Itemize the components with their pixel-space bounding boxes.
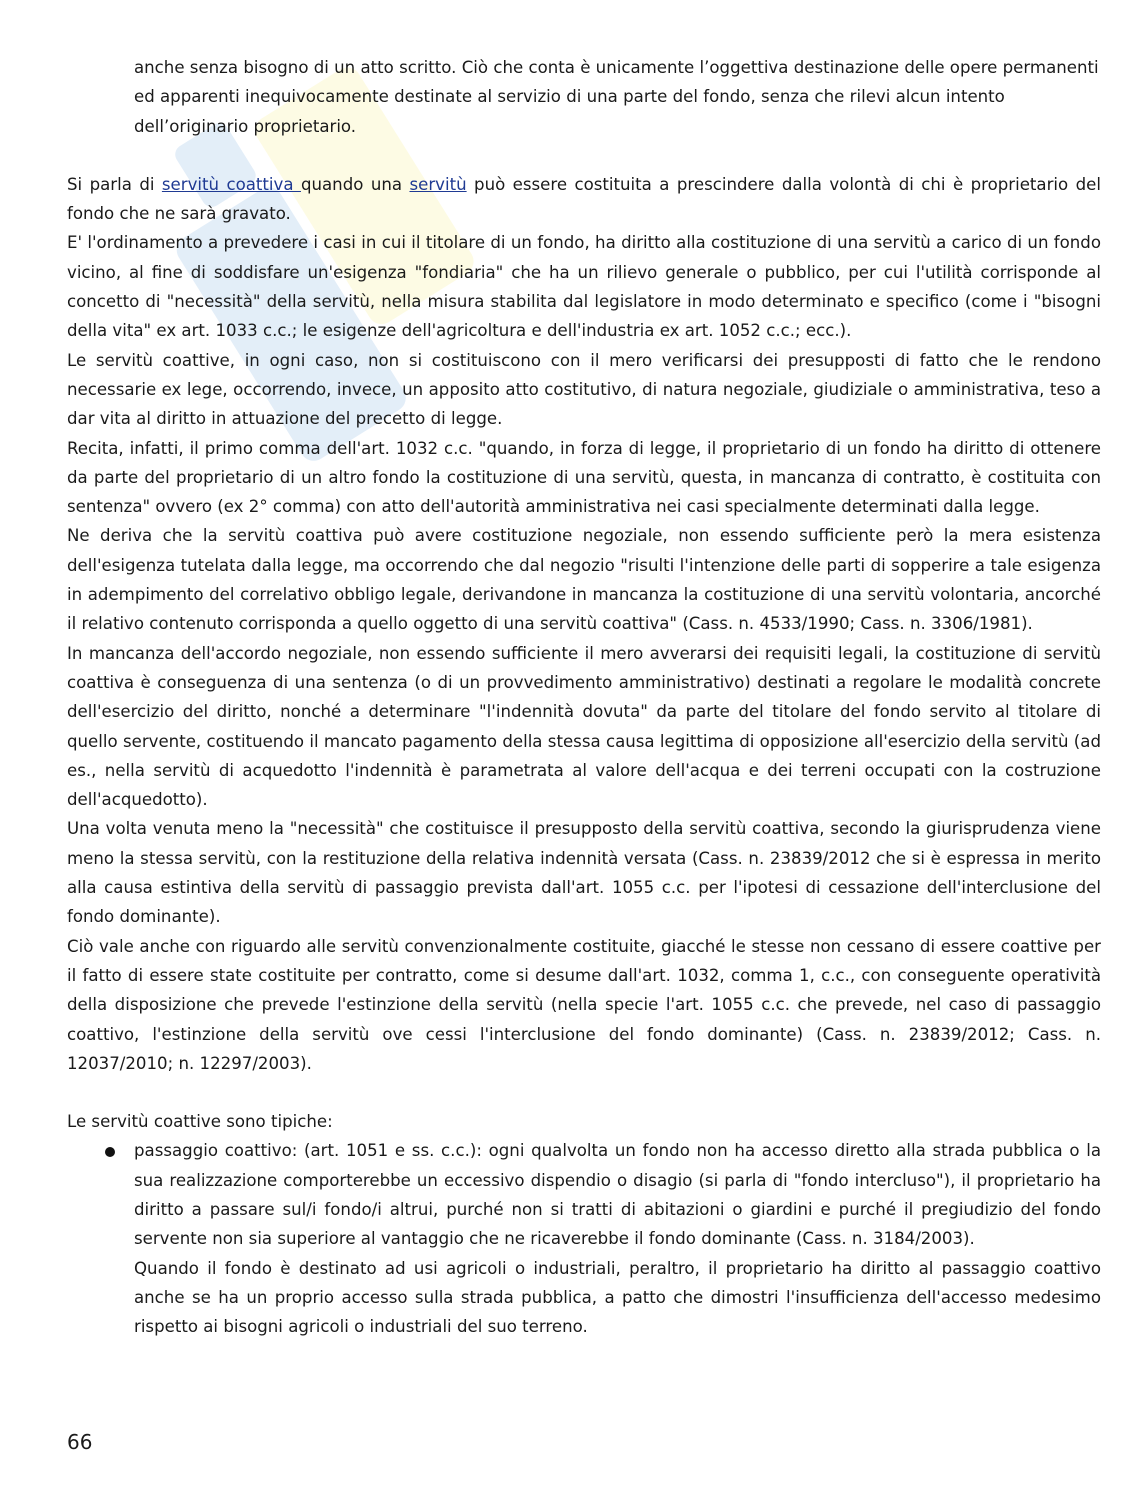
continued-list-text: anche senza bisogno di un atto scritto. Ciò che conta è unicamente l’oggettiva destinazione delle opere permanenti ed apparenti inequivocamente destinate al servizio di una parte del fondo, senza che rilevi alcun intento dell’originario proprietario. [134, 58, 1099, 136]
bullet-icon [105, 1147, 115, 1157]
paragraph: E' l'ordinamento a prevedere i casi in cui il titolare di un fondo, ha diritto alla costituzione di una servitù a carico di un fondo vicino, al fine di soddisfare un'esigenza "fondiaria" che ha un rilievo generale o pubblico, per cui l'utilità corrisponde al concetto di "necessità" della servitù, nella misura stabilita dal legislatore in modo determinato e specifico (come i "bisogni della vita" ex art. 1033 c.c.; le esigenze dell'agricoltura e dell'industria ex art. 1052 c.c.; ecc.). [67, 233, 1101, 341]
paragraph: Ne deriva che la servitù coattiva può avere costituzione negoziale, non essendo sufficiente però la mera esistenza dell'esigenza tutelata dalla legge, ma occorrendo che dal negozio "risulti l'intenzione delle parti di sopperire a tale esigenza in adempimento del correlativo obbligo legale, derivandone in mancanza la costituzione di una servitù volontaria, ancorché il relativo contenuto corrisponda a quello oggetto di una servitù coattiva" (Cass. n. 4533/1990; Cass. n. 3306/1981). [67, 526, 1101, 634]
paragraph: Recita, infatti, il primo comma dell'art. 1032 c.c. "quando, in forza di legge, il proprietario di un fondo ha diritto di ottenere da parte del proprietario di un altro fondo la costituzione di una servitù, questa, in mancanza di contratto, è costituita con sentenza" ovvero (ex 2° comma) con atto dell'autorità amministrativa nei casi specialmente determinati dalla legge. [67, 438, 1101, 517]
servitu-list [67, 1136, 1101, 1341]
intro-paragraph [67, 170, 1101, 229]
paragraph: Ciò vale anche con riguardo alle servitù convenzionalmente costituite, giacché le stesse non cessano di essere coattive per il fatto di essere state costituite per contratto, come si desume dall'art. 1032, comma 1, c.c., con conseguente operatività della disposizione che prevede l'estinzione della servitù (nella specie l'art. 1055 c.c. che prevede, nel caso di passaggio coattivo, l'estinzione della servitù ove cessi l'interclusione del fondo dominante) (Cass. n. 23839/2012; Cass. n. 12037/2010; n. 12297/2003). [67, 936, 1101, 1073]
list-item [67, 1136, 1101, 1341]
list-item-continuation: Quando il fondo è destinato ad usi agricoli o industriali, peraltro, il proprietario ha diritto al passaggio coattivo anche se ha un proprio accesso sulla strada pubblica, a patto che dimostri l'insufficienza dell'accesso medesimo rispetto ai bisogni agricoli o industriali del suo terreno. [134, 1258, 1101, 1337]
intro-text-1: Si parla di [67, 174, 162, 194]
paragraph: Una volta venuta meno la "necessità" che costituisce il presupposto della servitù coattiva, secondo la giurisprudenza viene meno la stessa servitù, con la restituzione della relativa indennità versata (Cass. n. 23839/2012 che si è espressa in merito alla causa estintiva della servitù di passaggio prevista dall'art. 1055 c.c. per l'ipotesi di cessazione dell'interclusione del fondo dominante). [67, 819, 1101, 927]
list-item-text: passaggio coattivo: (art. 1051 e ss. c.c.): ogni qualvolta un fondo non ha accesso diretto alla strada pubblica o la sua realizzazione comporterebbe un eccessivo dispendio o disagio (si parla di "fondo intercluso"), il proprietario ha diritto a passare sul/i fondo/i altrui, purché non si tratti di abitazioni o giardini e purché il pregiudizio del fondo servente non sia superiore al vantaggio che ne ricaverebbe il fondo dominante (Cass. n. 3184/2003). [134, 1141, 1101, 1249]
list-heading: Le servitù coattive sono tipiche: [67, 1112, 333, 1132]
document-body [67, 53, 1101, 1341]
link-servitu[interactable]: servitù [409, 174, 467, 194]
intro-text-3: può essere costituita a prescindere dalla volontà di chi è proprietario del fondo che ne sarà gravato. [67, 174, 1101, 224]
page-number: 66 [67, 1430, 93, 1454]
intro-text-2: quando una [300, 174, 410, 194]
paragraph: In mancanza dell'accordo negoziale, non essendo sufficiente il mero avverarsi dei requisiti legali, la costituzione di servitù coattiva è conseguenza di una sentenza (o di un provvedimento amministrativo) destinati a regolare le modalità concrete dell'esercizio del diritto, nonché a determinare "l'indennità dovuta" da parte del titolare del fondo servito al titolare di quello servente, costituendo il mancato pagamento della stessa causa legittima di opposizione all'esercizio della servitù (ad es., nella servitù di acquedotto l'indennità è parametrata al valore dell'acqua e dei terreni occupati con la costruzione dell'acquedotto). [67, 643, 1101, 810]
paragraph: Le servitù coattive, in ogni caso, non si costituiscono con il mero verificarsi dei presupposti di fatto che le rendono necessarie ex lege, occorrendo, invece, un apposito atto costitutivo, di natura negoziale, giudiziale o amministrativa, teso a dar vita al diritto in attuazione del precetto di legge. [67, 350, 1101, 429]
link-servitu-coattiva[interactable]: servitù coattiva [161, 174, 301, 194]
